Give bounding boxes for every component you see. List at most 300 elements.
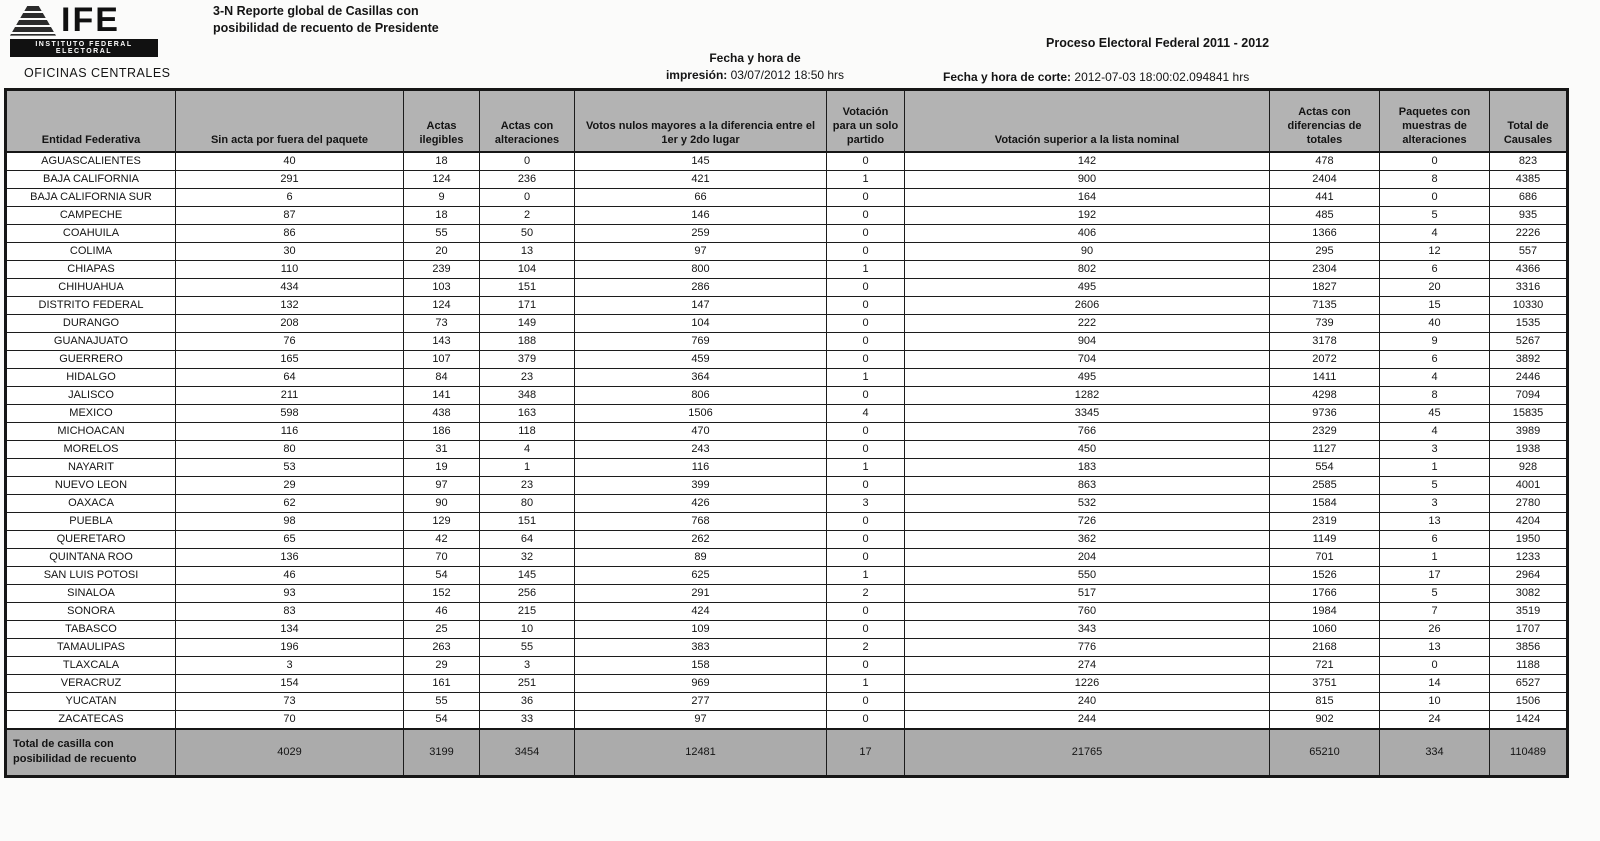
value-cell: 0 [827,692,905,710]
value-cell: 36 [480,692,575,710]
value-cell: 1060 [1270,620,1380,638]
value-cell: 0 [827,530,905,548]
value-cell: 0 [827,440,905,458]
value-cell: 815 [1270,692,1380,710]
value-cell: 116 [176,422,404,440]
table-row [6,152,1568,171]
value-cell: 532 [905,494,1270,512]
column-header: Actas ilegibles [404,90,480,152]
value-cell: 215 [480,602,575,620]
value-cell: 259 [575,224,827,242]
value-cell: 32 [480,548,575,566]
value-cell: 1506 [1490,692,1568,710]
state-name-cell: TABASCO [6,620,176,638]
state-name-cell: NAYARIT [6,458,176,476]
value-cell: 2329 [1270,422,1380,440]
value-cell: 4001 [1490,476,1568,494]
table-row [6,224,1568,242]
value-cell: 129 [404,512,480,530]
value-cell: 64 [176,368,404,386]
value-cell: 0 [827,476,905,494]
total-value-cell: 3199 [404,729,480,777]
value-cell: 240 [905,692,1270,710]
value-cell: 2585 [1270,476,1380,494]
value-cell: 0 [827,242,905,260]
print-datetime-line2 [615,67,895,84]
value-cell: 1938 [1490,440,1568,458]
value-cell: 208 [176,314,404,332]
print-datetime-value: 03/07/2012 18:50 hrs [730,68,845,83]
value-cell: 104 [480,260,575,278]
state-name-cell: SONORA [6,602,176,620]
value-cell: 0 [827,206,905,224]
value-cell: 3751 [1270,674,1380,692]
value-cell: 5 [1380,206,1490,224]
value-cell: 3082 [1490,584,1568,602]
value-cell: 495 [905,278,1270,296]
value-cell: 0 [480,152,575,171]
value-cell: 1950 [1490,530,1568,548]
state-name-cell: TAMAULIPAS [6,638,176,656]
value-cell: 1149 [1270,530,1380,548]
value-cell: 806 [575,386,827,404]
value-cell: 0 [1380,656,1490,674]
total-value-cell: 4029 [176,729,404,777]
value-cell: 53 [176,458,404,476]
value-cell: 186 [404,422,480,440]
table-total-row [6,729,1568,777]
value-cell: 863 [905,476,1270,494]
value-cell: 132 [176,296,404,314]
state-name-cell: QUERETARO [6,530,176,548]
total-value-cell: 12481 [575,729,827,777]
value-cell: 83 [176,602,404,620]
value-cell: 295 [1270,242,1380,260]
value-cell: 50 [480,224,575,242]
value-cell: 721 [1270,656,1380,674]
value-cell: 3 [480,656,575,674]
column-header: Actas con alteraciones [480,90,575,152]
value-cell: 97 [575,242,827,260]
report-title-line1: 3-N Reporte global de Casillas con [213,4,419,18]
table-row [6,530,1568,548]
value-cell: 142 [905,152,1270,171]
value-cell: 3 [1380,440,1490,458]
table-row [6,440,1568,458]
value-cell: 2 [827,584,905,602]
value-cell: 7135 [1270,296,1380,314]
value-cell: 2780 [1490,494,1568,512]
value-cell: 1 [480,458,575,476]
column-header: Total de Causales [1490,90,1568,152]
table-row [6,584,1568,602]
state-name-cell: AGUASCALIENTES [6,152,176,171]
table-row [6,350,1568,368]
value-cell: 141 [404,386,480,404]
total-row-label: Total de casilla con posibilidad de recuento [6,729,176,777]
process-title: Proceso Electoral Federal 2011 - 2012 [1046,36,1270,50]
cutoff-datetime-value: 2012-07-03 18:00:02.094841 hrs [1074,70,1250,84]
column-header: Sin acta por fuera del paquete [176,90,404,152]
value-cell: 1827 [1270,278,1380,296]
value-cell: 766 [905,422,1270,440]
value-cell: 362 [905,530,1270,548]
value-cell: 1707 [1490,620,1568,638]
column-header: Actas con diferencias de totales [1270,90,1380,152]
value-cell: 3519 [1490,602,1568,620]
value-cell: 0 [827,512,905,530]
value-cell: 969 [575,674,827,692]
value-cell: 0 [480,188,575,206]
value-cell: 26 [1380,620,1490,638]
value-cell: 1127 [1270,440,1380,458]
value-cell: 1984 [1270,602,1380,620]
value-cell: 80 [176,440,404,458]
value-cell: 3316 [1490,278,1568,296]
value-cell: 13 [1380,638,1490,656]
table-row [6,458,1568,476]
value-cell: 66 [575,188,827,206]
value-cell: 3 [1380,494,1490,512]
value-cell: 1411 [1270,368,1380,386]
state-name-cell: CHIAPAS [6,260,176,278]
ife-logo [10,1,160,57]
value-cell: 256 [480,584,575,602]
value-cell: 557 [1490,242,1568,260]
value-cell: 4 [1380,224,1490,242]
value-cell: 104 [575,314,827,332]
value-cell: 244 [905,710,1270,729]
value-cell: 928 [1490,458,1568,476]
value-cell: 3178 [1270,332,1380,350]
value-cell: 1 [827,458,905,476]
value-cell: 12 [1380,242,1490,260]
state-name-cell: QUINTANA ROO [6,548,176,566]
value-cell: 19 [404,458,480,476]
value-cell: 243 [575,440,827,458]
value-cell: 163 [480,404,575,422]
value-cell: 379 [480,350,575,368]
state-name-cell: DURANGO [6,314,176,332]
value-cell: 151 [480,278,575,296]
report-table [4,88,1569,778]
total-value-cell: 21765 [905,729,1270,777]
value-cell: 42 [404,530,480,548]
table-row [6,386,1568,404]
value-cell: 73 [404,314,480,332]
value-cell: 1 [827,368,905,386]
value-cell: 188 [480,332,575,350]
value-cell: 1535 [1490,314,1568,332]
state-name-cell: SINALOA [6,584,176,602]
value-cell: 2304 [1270,260,1380,278]
value-cell: 103 [404,278,480,296]
value-cell: 902 [1270,710,1380,729]
value-cell: 470 [575,422,827,440]
value-cell: 145 [480,566,575,584]
value-cell: 15835 [1490,404,1568,422]
value-cell: 3345 [905,404,1270,422]
state-name-cell: COAHUILA [6,224,176,242]
value-cell: 1 [827,566,905,584]
total-value-cell: 65210 [1270,729,1380,777]
value-cell: 554 [1270,458,1380,476]
table-row [6,476,1568,494]
report-title [213,3,439,37]
table-row [6,242,1568,260]
value-cell: 8 [1380,386,1490,404]
column-header: Paquetes con muestras de alteraciones [1380,90,1490,152]
table-row [6,260,1568,278]
table-row [6,710,1568,729]
cutoff-datetime-label: Fecha y hora de corte: [943,70,1072,84]
value-cell: 4 [827,404,905,422]
value-cell: 2606 [905,296,1270,314]
table-row [6,620,1568,638]
total-value-cell: 110489 [1490,729,1568,777]
value-cell: 54 [404,566,480,584]
value-cell: 1526 [1270,566,1380,584]
state-name-cell: TLAXCALA [6,656,176,674]
state-name-cell: MICHOACAN [6,422,176,440]
value-cell: 158 [575,656,827,674]
value-cell: 118 [480,422,575,440]
value-cell: 1 [1380,548,1490,566]
value-cell: 291 [176,170,404,188]
value-cell: 17 [1380,566,1490,584]
value-cell: 3856 [1490,638,1568,656]
value-cell: 0 [827,152,905,171]
value-cell: 192 [905,206,1270,224]
value-cell: 46 [176,566,404,584]
value-cell: 0 [827,710,905,729]
state-name-cell: NUEVO LEON [6,476,176,494]
value-cell: 29 [176,476,404,494]
value-cell: 40 [1380,314,1490,332]
value-cell: 2446 [1490,368,1568,386]
value-cell: 760 [905,602,1270,620]
table-row [6,566,1568,584]
value-cell: 441 [1270,188,1380,206]
value-cell: 598 [176,404,404,422]
value-cell: 211 [176,386,404,404]
state-name-cell: DISTRITO FEDERAL [6,296,176,314]
value-cell: 13 [1380,512,1490,530]
value-cell: 625 [575,566,827,584]
value-cell: 55 [404,692,480,710]
value-cell: 2 [480,206,575,224]
value-cell: 171 [480,296,575,314]
value-cell: 495 [905,368,1270,386]
value-cell: 6 [1380,350,1490,368]
print-datetime-label2: impresión: [665,68,728,83]
value-cell: 0 [827,188,905,206]
value-cell: 343 [905,620,1270,638]
state-name-cell: JALISCO [6,386,176,404]
value-cell: 76 [176,332,404,350]
table-row [6,494,1568,512]
table-row [6,638,1568,656]
value-cell: 739 [1270,314,1380,332]
value-cell: 20 [404,242,480,260]
value-cell: 90 [404,494,480,512]
print-datetime-label: Fecha y hora de [709,51,801,65]
state-name-cell: PUEBLA [6,512,176,530]
value-cell: 152 [404,584,480,602]
state-name-cell: BAJA CALIFORNIA SUR [6,188,176,206]
state-name-cell: MORELOS [6,440,176,458]
value-cell: 0 [1380,152,1490,171]
table-row [6,512,1568,530]
value-cell: 9 [404,188,480,206]
value-cell: 459 [575,350,827,368]
value-cell: 251 [480,674,575,692]
value-cell: 18 [404,206,480,224]
ife-logo-top [10,1,160,39]
value-cell: 31 [404,440,480,458]
value-cell: 23 [480,476,575,494]
value-cell: 5267 [1490,332,1568,350]
value-cell: 13 [480,242,575,260]
value-cell: 800 [575,260,827,278]
value-cell: 0 [827,386,905,404]
table-row [6,422,1568,440]
value-cell: 0 [827,656,905,674]
cutoff-datetime-block [943,70,1249,84]
value-cell: 4 [1380,368,1490,386]
state-name-cell: SAN LUIS POTOSI [6,566,176,584]
value-cell: 164 [905,188,1270,206]
value-cell: 364 [575,368,827,386]
table-row [6,188,1568,206]
value-cell: 768 [575,512,827,530]
value-cell: 1366 [1270,224,1380,242]
value-cell: 222 [905,314,1270,332]
value-cell: 286 [575,278,827,296]
value-cell: 0 [827,350,905,368]
value-cell: 30 [176,242,404,260]
value-cell: 1188 [1490,656,1568,674]
value-cell: 4204 [1490,512,1568,530]
value-cell: 0 [827,548,905,566]
value-cell: 33 [480,710,575,729]
table-row [6,368,1568,386]
value-cell: 485 [1270,206,1380,224]
value-cell: 0 [1380,188,1490,206]
value-cell: 134 [176,620,404,638]
office-label: OFICINAS CENTRALES [24,66,171,80]
value-cell: 4385 [1490,170,1568,188]
value-cell: 9736 [1270,404,1380,422]
value-cell: 147 [575,296,827,314]
value-cell: 64 [480,530,575,548]
value-cell: 3 [176,656,404,674]
value-cell: 823 [1490,152,1568,171]
table-row [6,206,1568,224]
value-cell: 2404 [1270,170,1380,188]
table-header-row [6,90,1568,152]
value-cell: 107 [404,350,480,368]
value-cell: 45 [1380,404,1490,422]
value-cell: 183 [905,458,1270,476]
value-cell: 89 [575,548,827,566]
value-cell: 145 [575,152,827,171]
value-cell: 23 [480,368,575,386]
total-value-cell: 3454 [480,729,575,777]
value-cell: 8 [1380,170,1490,188]
value-cell: 424 [575,602,827,620]
value-cell: 277 [575,692,827,710]
value-cell: 2072 [1270,350,1380,368]
value-cell: 726 [905,512,1270,530]
value-cell: 65 [176,530,404,548]
value-cell: 14 [1380,674,1490,692]
value-cell: 769 [575,332,827,350]
state-name-cell: VERACRUZ [6,674,176,692]
value-cell: 1424 [1490,710,1568,729]
value-cell: 4366 [1490,260,1568,278]
value-cell: 136 [176,548,404,566]
state-name-cell: CAMPECHE [6,206,176,224]
value-cell: 4 [1380,422,1490,440]
value-cell: 399 [575,476,827,494]
table-row [6,170,1568,188]
value-cell: 0 [827,422,905,440]
value-cell: 161 [404,674,480,692]
value-cell: 935 [1490,206,1568,224]
value-cell: 90 [905,242,1270,260]
value-cell: 15 [1380,296,1490,314]
table-row [6,674,1568,692]
value-cell: 3 [827,494,905,512]
value-cell: 62 [176,494,404,512]
value-cell: 686 [1490,188,1568,206]
value-cell: 196 [176,638,404,656]
value-cell: 2964 [1490,566,1568,584]
value-cell: 5 [1380,476,1490,494]
table-row [6,548,1568,566]
value-cell: 236 [480,170,575,188]
state-name-cell: OAXACA [6,494,176,512]
value-cell: 86 [176,224,404,242]
value-cell: 55 [404,224,480,242]
value-cell: 109 [575,620,827,638]
value-cell: 98 [176,512,404,530]
value-cell: 1 [827,260,905,278]
value-cell: 7 [1380,602,1490,620]
total-value-cell: 17 [827,729,905,777]
ife-logo-text: IFE [61,1,120,39]
value-cell: 110 [176,260,404,278]
value-cell: 10 [1380,692,1490,710]
value-cell: 1282 [905,386,1270,404]
value-cell: 6 [1380,530,1490,548]
value-cell: 421 [575,170,827,188]
value-cell: 151 [480,512,575,530]
state-name-cell: CHIHUAHUA [6,278,176,296]
value-cell: 348 [480,386,575,404]
value-cell: 2168 [1270,638,1380,656]
state-name-cell: YUCATAN [6,692,176,710]
value-cell: 6 [176,188,404,206]
value-cell: 116 [575,458,827,476]
value-cell: 40 [176,152,404,171]
value-cell: 704 [905,350,1270,368]
value-cell: 93 [176,584,404,602]
value-cell: 426 [575,494,827,512]
value-cell: 4298 [1270,386,1380,404]
value-cell: 9 [1380,332,1490,350]
